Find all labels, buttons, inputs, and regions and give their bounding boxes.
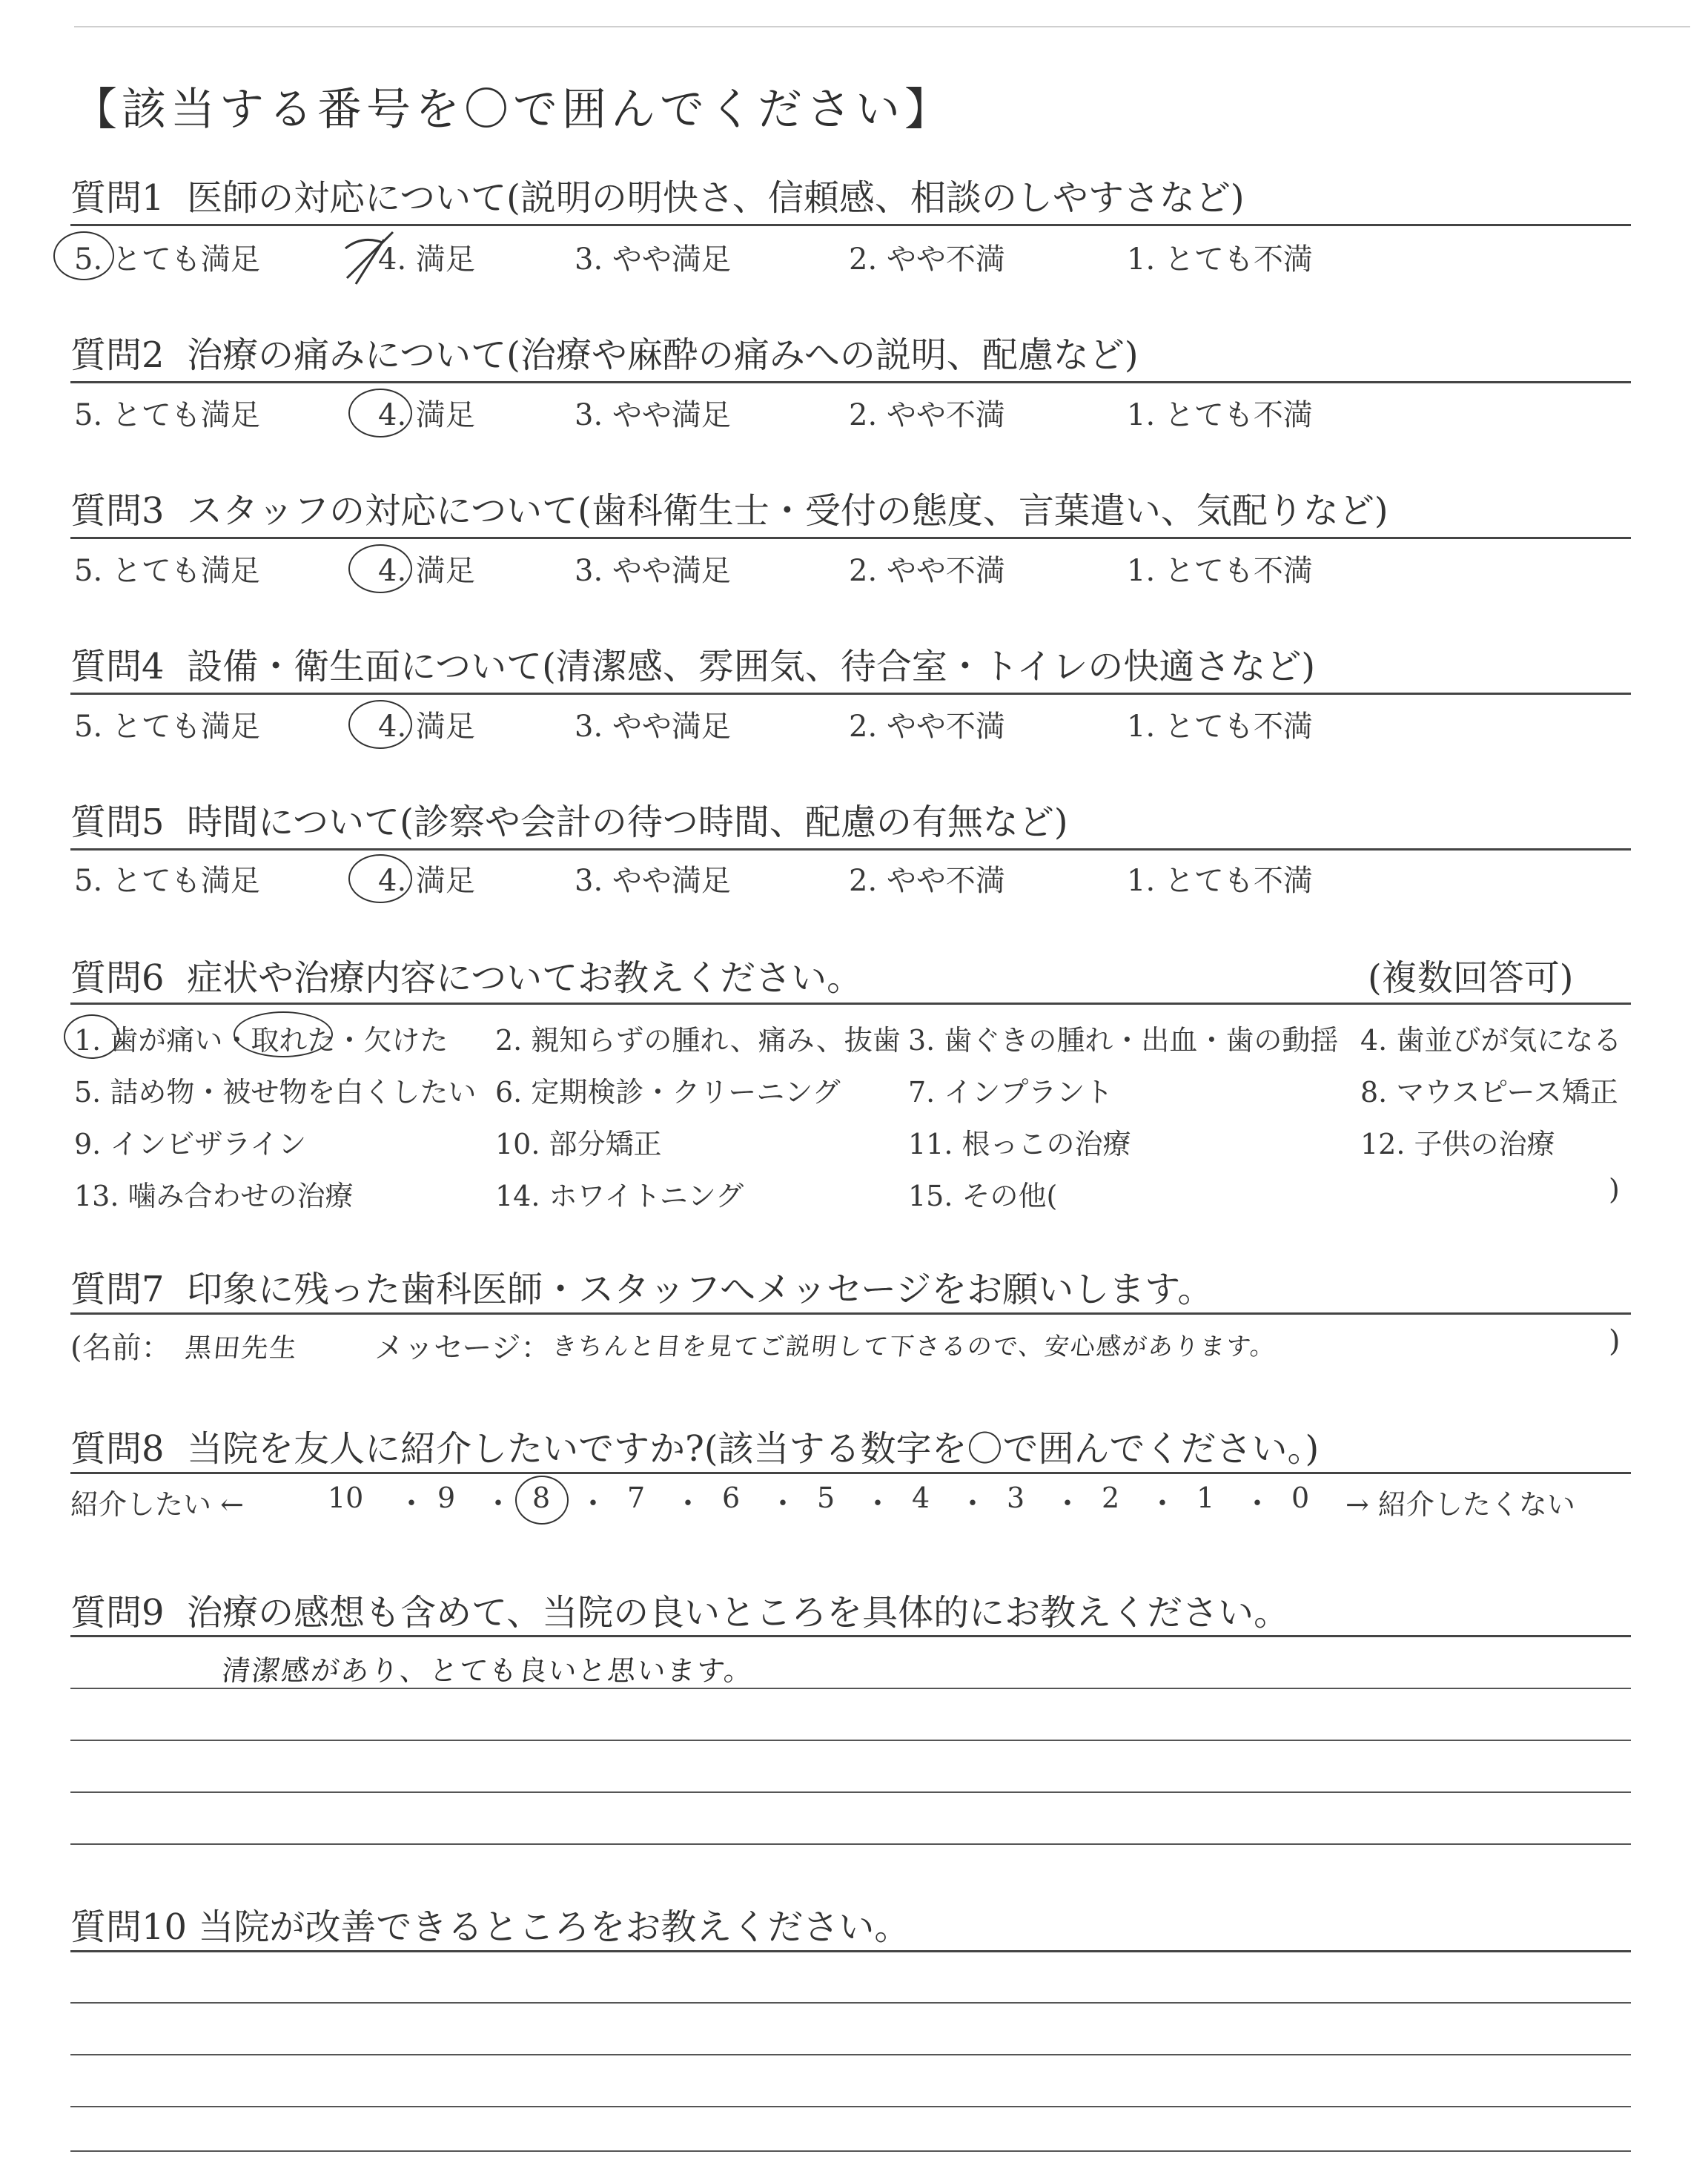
q8-dot: ・ bbox=[958, 1487, 987, 1521]
q8-scale-9[interactable]: 9 bbox=[437, 1482, 456, 1514]
q9-rule bbox=[70, 1635, 1631, 1637]
q6-item-12[interactable]: 12. 子供の治療 bbox=[1360, 1128, 1555, 1160]
q6-label: 質問6 bbox=[70, 957, 165, 999]
q6-item-14[interactable]: 14. ホワイトニング bbox=[495, 1180, 744, 1212]
q8-right-label: → 紹介したくない bbox=[1345, 1488, 1575, 1521]
q5-option-4[interactable]: 4. 満足 bbox=[378, 864, 475, 898]
q4-heading bbox=[70, 638, 1315, 689]
q8-scale-5[interactable]: 5 bbox=[817, 1482, 835, 1514]
q8-rule bbox=[70, 1472, 1631, 1474]
q4-option-5[interactable]: 5. とても満足 bbox=[74, 710, 260, 744]
q9-heading bbox=[70, 1584, 1289, 1635]
q8-scale-6[interactable]: 6 bbox=[722, 1482, 741, 1514]
top-border bbox=[74, 26, 1690, 27]
q7-message-label: メッセージ： bbox=[374, 1331, 551, 1365]
q6-item-6[interactable]: 6. 定期検診・クリーニング bbox=[495, 1076, 841, 1109]
q6-item-4[interactable]: 4. 歯並びが気になる bbox=[1360, 1024, 1622, 1057]
q8-dot: ・ bbox=[1053, 1487, 1082, 1521]
q8-scale-8[interactable]: 8 bbox=[532, 1482, 551, 1514]
q5-text: 時間について(診察や会計の待つ時間、配慮の有無など) bbox=[187, 802, 1068, 843]
q1-rule bbox=[70, 224, 1631, 226]
q5-option-2[interactable]: 2. やや不満 bbox=[849, 864, 1005, 898]
q3-option-4[interactable]: 4. 満足 bbox=[378, 554, 475, 588]
q8-left-label: 紹介したい ← bbox=[70, 1488, 244, 1521]
q1-option-2[interactable]: 2. やや不満 bbox=[849, 242, 1005, 277]
q8-heading bbox=[70, 1420, 1319, 1471]
q3-heading bbox=[70, 482, 1388, 533]
q4-rule bbox=[70, 693, 1631, 695]
q8-dot: ・ bbox=[483, 1487, 513, 1521]
q1-option-4[interactable]: 4. 満足 bbox=[378, 242, 475, 277]
q1-option-1[interactable]: 1. とても不満 bbox=[1127, 242, 1313, 277]
q4-circle-mark bbox=[348, 700, 412, 749]
q7-name-handwritten[interactable]: 黒田先生 bbox=[183, 1333, 299, 1364]
q8-scale-2[interactable]: 2 bbox=[1102, 1482, 1120, 1514]
q1-heading bbox=[70, 169, 1245, 220]
q8-dot: ・ bbox=[578, 1487, 608, 1521]
q7-rule bbox=[70, 1312, 1631, 1315]
q7-text: 印象に残った歯科医師・スタッフへメッセージをお願いします。 bbox=[187, 1269, 1214, 1310]
q4-option-3[interactable]: 3. やや満足 bbox=[575, 710, 731, 744]
q2-rule bbox=[70, 381, 1631, 383]
q1-circle-mark bbox=[53, 231, 114, 280]
q4-label: 質問4 bbox=[70, 646, 165, 687]
q8-scale-3[interactable]: 3 bbox=[1007, 1482, 1025, 1514]
q2-circle-mark bbox=[348, 389, 412, 437]
q8-dot: ・ bbox=[673, 1487, 703, 1521]
q8-selected-circle bbox=[515, 1476, 569, 1525]
q6-circle-mark-1 bbox=[64, 1014, 120, 1059]
q1-label: 質問1 bbox=[70, 177, 165, 219]
q5-option-1[interactable]: 1. とても不満 bbox=[1127, 864, 1313, 898]
q2-label: 質問2 bbox=[70, 334, 165, 376]
q10-label: 質問10 bbox=[70, 1906, 188, 1948]
q8-scale-7[interactable]: 7 bbox=[627, 1482, 646, 1514]
q9-answer-line-1 bbox=[70, 1688, 1631, 1689]
q7-close-paren: ) bbox=[1609, 1324, 1621, 1358]
q1-option-5[interactable]: 5. とても満足 bbox=[74, 242, 260, 277]
q7-name-label: (名前： bbox=[70, 1331, 171, 1365]
q6-item-10[interactable]: 10. 部分矯正 bbox=[495, 1128, 662, 1160]
q3-text: スタッフの対応について(歯科衛生士・受付の態度、言葉遣い、気配りなど) bbox=[187, 490, 1388, 532]
q6-item-1[interactable]: 1. 歯が痛い・取れた・欠けた bbox=[74, 1024, 448, 1057]
q6-item-11[interactable]: 11. 根っこの治療 bbox=[908, 1128, 1131, 1160]
q8-scale-10[interactable]: 10 bbox=[328, 1482, 364, 1514]
q6-item-5[interactable]: 5. 詰め物・被せ物を白くしたい bbox=[74, 1076, 477, 1109]
q5-label: 質問5 bbox=[70, 802, 165, 843]
q1-cross-mark bbox=[340, 226, 399, 289]
q6-rule bbox=[70, 1003, 1631, 1005]
q8-dot: ・ bbox=[768, 1487, 798, 1521]
q3-option-3[interactable]: 3. やや満足 bbox=[575, 554, 731, 588]
q8-dot: ・ bbox=[1148, 1487, 1177, 1521]
page-title: 【該当する番号を〇で囲んでください】 bbox=[73, 84, 953, 136]
q2-option-2[interactable]: 2. やや不満 bbox=[849, 398, 1005, 432]
q3-option-2[interactable]: 2. やや不満 bbox=[849, 554, 1005, 588]
q2-option-5[interactable]: 5. とても満足 bbox=[74, 398, 260, 432]
q6-item-15-close: ) bbox=[1609, 1173, 1620, 1206]
q10-answer-line-4 bbox=[70, 2150, 1631, 2152]
q6-item-8[interactable]: 8. マウスピース矯正 bbox=[1360, 1076, 1618, 1109]
q5-heading bbox=[70, 793, 1068, 845]
q3-label: 質問3 bbox=[70, 490, 165, 532]
q8-dot: ・ bbox=[1242, 1487, 1272, 1521]
q8-scale-4[interactable]: 4 bbox=[912, 1482, 930, 1514]
q1-option-3[interactable]: 3. やや満足 bbox=[575, 242, 731, 277]
q2-option-3[interactable]: 3. やや満足 bbox=[575, 398, 731, 432]
q3-rule bbox=[70, 537, 1631, 539]
q4-text: 設備・衛生面について(清潔感、雰囲気、待合室・トイレの快適さなど) bbox=[187, 646, 1316, 687]
q4-option-4[interactable]: 4. 満足 bbox=[378, 710, 475, 744]
q10-text: 当院が改善できるところをお教えください。 bbox=[198, 1906, 910, 1948]
q8-label: 質問8 bbox=[70, 1428, 165, 1470]
q8-scale-1[interactable]: 1 bbox=[1196, 1482, 1215, 1514]
q10-answer-line-3 bbox=[70, 2106, 1631, 2107]
q6-item-9[interactable]: 9. インビザライン bbox=[74, 1128, 307, 1160]
q3-option-1[interactable]: 1. とても不満 bbox=[1127, 554, 1313, 588]
q9-text: 治療の感想も含めて、当院の良いところを具体的にお教えください。 bbox=[187, 1592, 1290, 1634]
q4-option-2[interactable]: 2. やや不満 bbox=[849, 710, 1005, 744]
q5-rule bbox=[70, 848, 1631, 851]
q6-item-7[interactable]: 7. インプラント bbox=[908, 1076, 1113, 1109]
q7-message-handwritten[interactable]: きちんと目を見てご説明して下さるので、安心感があります。 bbox=[550, 1332, 1278, 1361]
q10-heading bbox=[70, 1898, 910, 1949]
q8-scale-0[interactable]: 0 bbox=[1291, 1482, 1310, 1514]
q2-text: 治療の痛みについて(治療や麻酔の痛みへの説明、配慮など) bbox=[187, 334, 1139, 376]
q10-answer-line-2 bbox=[70, 2054, 1631, 2055]
q8-text: 当院を友人に紹介したいですか?(該当する数字を〇で囲んでください。) bbox=[187, 1428, 1320, 1470]
q6-multiple-note: (複数回答可) bbox=[1368, 957, 1574, 999]
q9-answer-line-4 bbox=[70, 1843, 1631, 1845]
q6-item-15[interactable]: 15. その他( bbox=[908, 1180, 1058, 1212]
q8-dot: ・ bbox=[863, 1487, 893, 1521]
q10-rule bbox=[70, 1950, 1631, 1952]
q10-answer-line-1 bbox=[70, 2002, 1631, 2004]
q5-option-3[interactable]: 3. やや満足 bbox=[575, 864, 731, 898]
q9-answer-line-3 bbox=[70, 1791, 1631, 1793]
q6-item-13[interactable]: 13. 噛み合わせの治療 bbox=[74, 1180, 354, 1212]
q8-dot: ・ bbox=[397, 1487, 426, 1521]
q6-text: 症状や治療内容についてお教えください。 bbox=[187, 957, 863, 999]
q5-circle-mark bbox=[348, 854, 412, 903]
q7-heading bbox=[70, 1261, 1213, 1312]
q1-text: 医師の対応について(説明の明快さ、信頼感、相談のしやすさなど) bbox=[187, 177, 1245, 219]
q6-heading bbox=[70, 949, 862, 1000]
q9-label: 質問9 bbox=[70, 1592, 165, 1634]
q6-item-3[interactable]: 3. 歯ぐきの腫れ・出血・歯の動揺 bbox=[908, 1024, 1339, 1057]
q2-option-4[interactable]: 4. 満足 bbox=[378, 398, 475, 432]
q2-option-1[interactable]: 1. とても不満 bbox=[1127, 398, 1313, 432]
q3-circle-mark bbox=[348, 544, 412, 593]
q9-answer-handwritten[interactable]: 清潔感があり、とても良いと思います。 bbox=[220, 1654, 755, 1687]
q6-item-2[interactable]: 2. 親知らずの腫れ、痛み、抜歯 bbox=[495, 1024, 901, 1057]
q6-circle-mark-toreta bbox=[234, 1011, 333, 1057]
q4-option-1[interactable]: 1. とても不満 bbox=[1127, 710, 1313, 744]
q2-heading bbox=[70, 326, 1139, 377]
q5-option-5[interactable]: 5. とても満足 bbox=[74, 864, 260, 898]
q3-option-5[interactable]: 5. とても満足 bbox=[74, 554, 260, 588]
q9-answer-line-2 bbox=[70, 1740, 1631, 1741]
q7-label: 質問7 bbox=[70, 1269, 165, 1310]
